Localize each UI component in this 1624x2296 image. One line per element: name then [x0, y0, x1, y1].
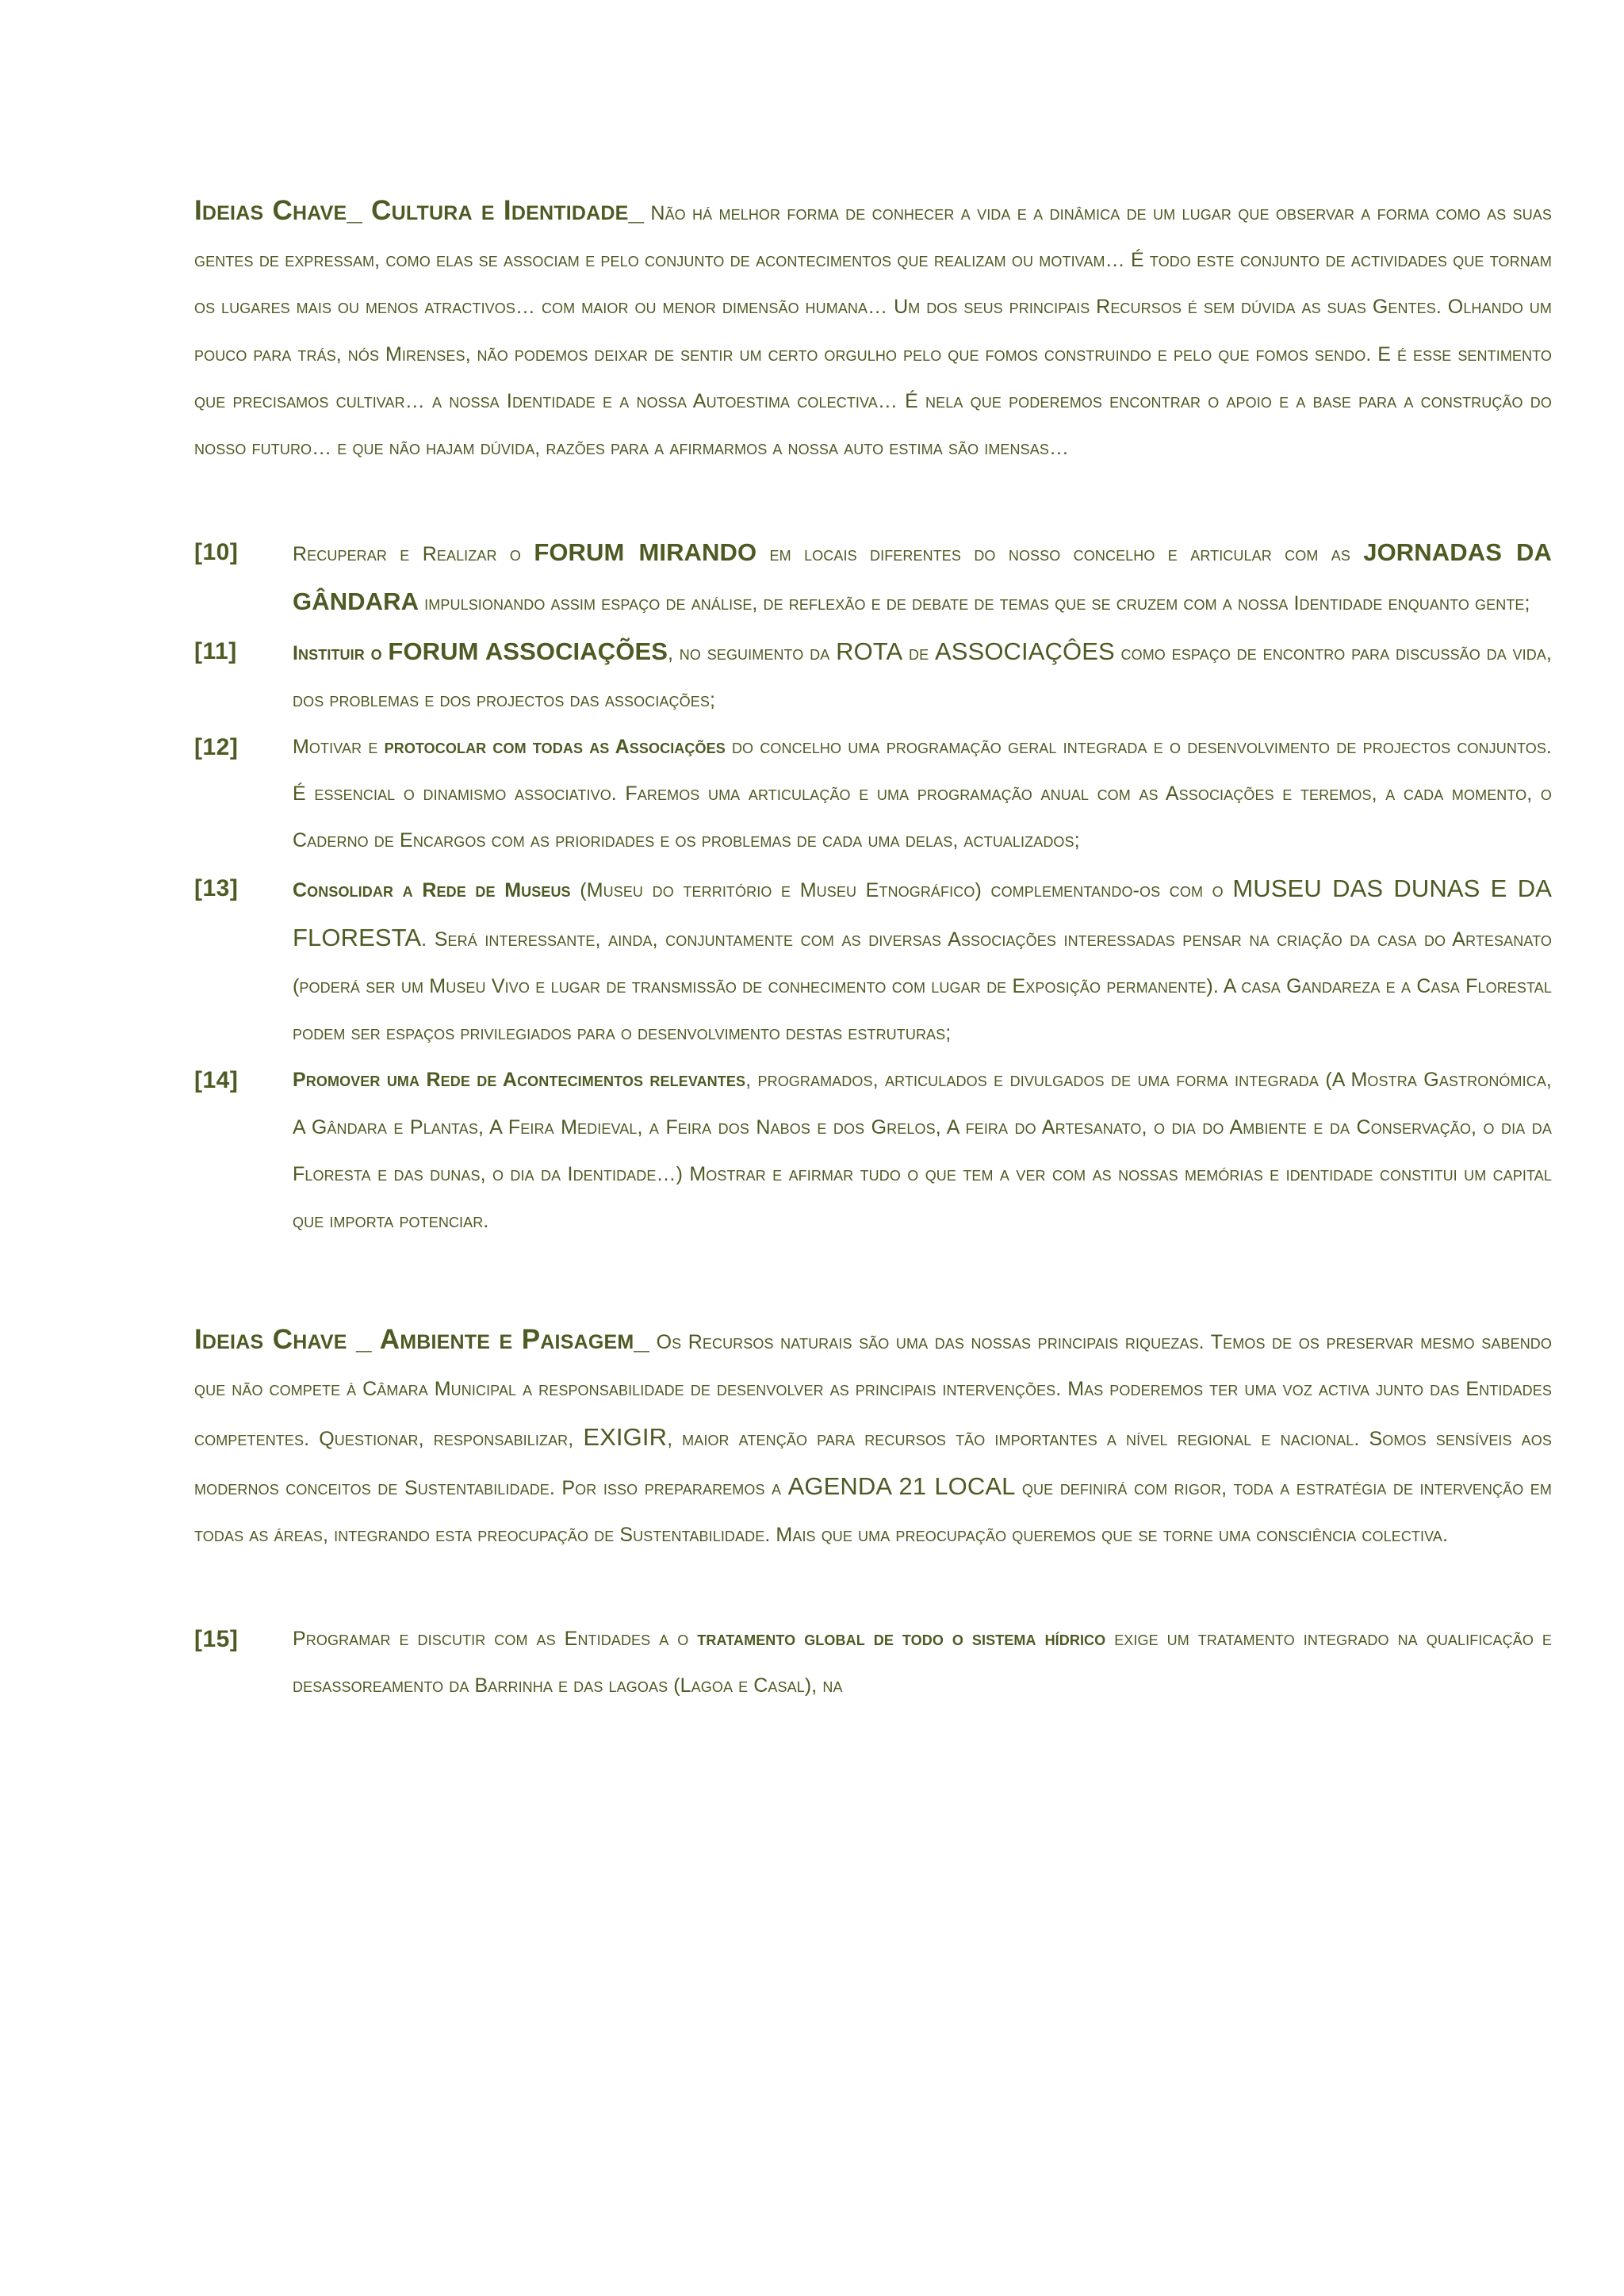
forum-mirando-highlight: FORUM MIRANDO [534, 538, 757, 567]
section-ambiente-intro [194, 1316, 1552, 1559]
list-item-15 [194, 1616, 1552, 1709]
item-text [293, 724, 1552, 865]
list-item-10 [194, 529, 1552, 627]
item-text-run: . Será interessante, ainda, conjuntamente com as diversas Associações interessadas pensar na criação da casa do Artesanato (poderá ser um Museu Vivo e lugar de transmissão de conhecimento com lugar de Exposição permanente). A casa Gandareza e a Casa Florestal podem ser espaços privilegiados para o desenvolvimento destas estruturas; [293, 928, 1552, 1045]
item-text [293, 628, 1552, 724]
item-text [293, 1057, 1552, 1245]
item-text-run: , no seguimento da [668, 641, 837, 664]
list-item-12 [194, 724, 1552, 865]
section-heading-cultura: Ideias Chave_ Cultura e Identidade_ [194, 195, 645, 226]
item-text-run: Recuperar e Realizar o [293, 543, 534, 566]
item-text-run: de [902, 641, 935, 664]
jornadas-highlight: JORNADAS DA GÂNDARA [293, 538, 1552, 616]
item-number: [12] [194, 734, 239, 761]
list-item-11 [194, 628, 1552, 724]
item-bold-run: Promover uma Rede de Acontecimentos relevantes [293, 1069, 746, 1092]
intro-text: , maior atenção para recursos tão importantes a nível regional e nacional. Somos sensíveis aos modernos conceitos de Sustentabilidade. Por isso prepararemos a [194, 1427, 1552, 1499]
section-heading-ambiente: Ideias Chave _ Ambiente e Paisagem_ [194, 1324, 650, 1356]
item-text-run: (Museu do território e Museu Etnográfico) complementando-os com o [570, 878, 1233, 901]
item-bold-run: protocolar com todas as Associações [384, 736, 726, 759]
item-text-run: impulsionando assim espaço de análise, de reflexão e de debate de temas que se cruzem com a nossa Identidade enquanto gente; [419, 592, 1530, 615]
rota-keyword: ROTA [836, 637, 903, 665]
item-text-run: como espaço de encontro para discussão da vida, dos problemas e dos projectos das associações; [293, 641, 1553, 711]
list-item-14 [194, 1057, 1552, 1245]
item-number: [14] [194, 1067, 239, 1094]
item-text-run: exige um tratamento integrado na qualificação e desassoreamento da Barrinha e das lagoas (Lagoa e Casal), na [293, 1628, 1552, 1697]
item-bold-run: Instituir o [293, 641, 389, 664]
section-cultura-intro [194, 187, 1552, 472]
museu-dunas-keyword: MUSEU DAS DUNAS E DA FLORESTA [293, 874, 1552, 951]
item-text [293, 865, 1552, 1058]
item-text-run: em locais diferentes do nosso concelho e articular com as [756, 543, 1364, 566]
agenda21-keyword: AGENDA 21 LOCAL [787, 1471, 1016, 1500]
item-text [293, 529, 1552, 627]
item-text-run: Programar e discutir com as Entidades a o [293, 1628, 698, 1651]
item-text-run: do concelho uma programação geral integrada e o desenvolvimento de projectos conjuntos. É essencial o dinamismo associativo. Faremos uma articulação e uma programação anual com as Associações e teremos, a cada momento, o Caderno de Encargos com as prioridades e os problemas de cada uma delas, actualizados; [293, 736, 1552, 852]
exigir-keyword: EXIGIR [583, 1422, 668, 1451]
item-number: [11] [194, 637, 237, 664]
item-bold-run: tratamento global de todo o sistema hídrico [697, 1628, 1106, 1651]
forum-associacoes-highlight: FORUM ASSOCIAÇÕES [388, 637, 668, 665]
associacoes-keyword: ASSOCIAÇÔES [935, 637, 1115, 665]
intro-text: que definirá com rigor, toda a estratégia de intervenção em todas as áreas, integrando esta preocupação de Sustentabilidade. Mais que uma preocupação queremos que se torne uma consciência colectiva. [194, 1476, 1552, 1547]
item-text-run: , programados, articulados e divulgados de uma forma integrada (A Mostra Gastronómica, A Gândara e Plantas, A Feira Medieval, a Feira dos Nabos e dos Grelos, A feira do Artesanato, o dia do Ambiente e da Conservação, o dia da Floresta e das dunas, o dia da Identidade…) Mostrar e afirmar tudo o que tem a ver com as nossas memórias e identidade constitui um capital que importa potenciar. [293, 1069, 1552, 1233]
item-number: [10] [194, 539, 239, 566]
intro-text: Não há melhor forma de conhecer a vida e a dinâmica de um lugar que observar a forma como as suas gentes de expressam, como elas se associam e pelo conjunto de acontecimentos que realizam ou motivam… É todo este conjunto de actividades que tornam os lugares mais ou menos atractivos… com maior ou menor dimensão humana… Um dos seus principais Recursos é sem dúvida as suas Gentes. Olhando um pouco para trás, nós Mirenses, não podemos deixar de sentir um certo orgulho pelo que fomos construindo e pelo que fomos sendo. E é esse sentimento que precisamos cultivar… a nossa Identidade e a nossa Autoestima colectiva… É nela que poderemos encontrar o apoio e a base para a construção do nosso futuro… e que não hajam dúvida, razões para a afirmarmos a nossa auto estima são imensas… [194, 202, 1553, 460]
item-bold-run: Consolidar a Rede de Museus [293, 878, 571, 901]
item-number: [15] [194, 1626, 239, 1653]
item-text [293, 1616, 1552, 1709]
document-page [194, 187, 1552, 1710]
list-item-13 [194, 865, 1552, 1058]
intro-text: Os Recursos naturais são uma das nossas principais riquezas. Temos de os preservar mesmo sabendo que não compete à Câmara Municipal a responsabilidade de desenvolver as principais intervenções. Mas poderemos ter uma voz activa junto das Entidades competentes. Questionar, responsabilizar, [194, 1331, 1552, 1450]
item-text-run: Motivar e [293, 736, 385, 759]
item-number: [13] [194, 874, 239, 901]
